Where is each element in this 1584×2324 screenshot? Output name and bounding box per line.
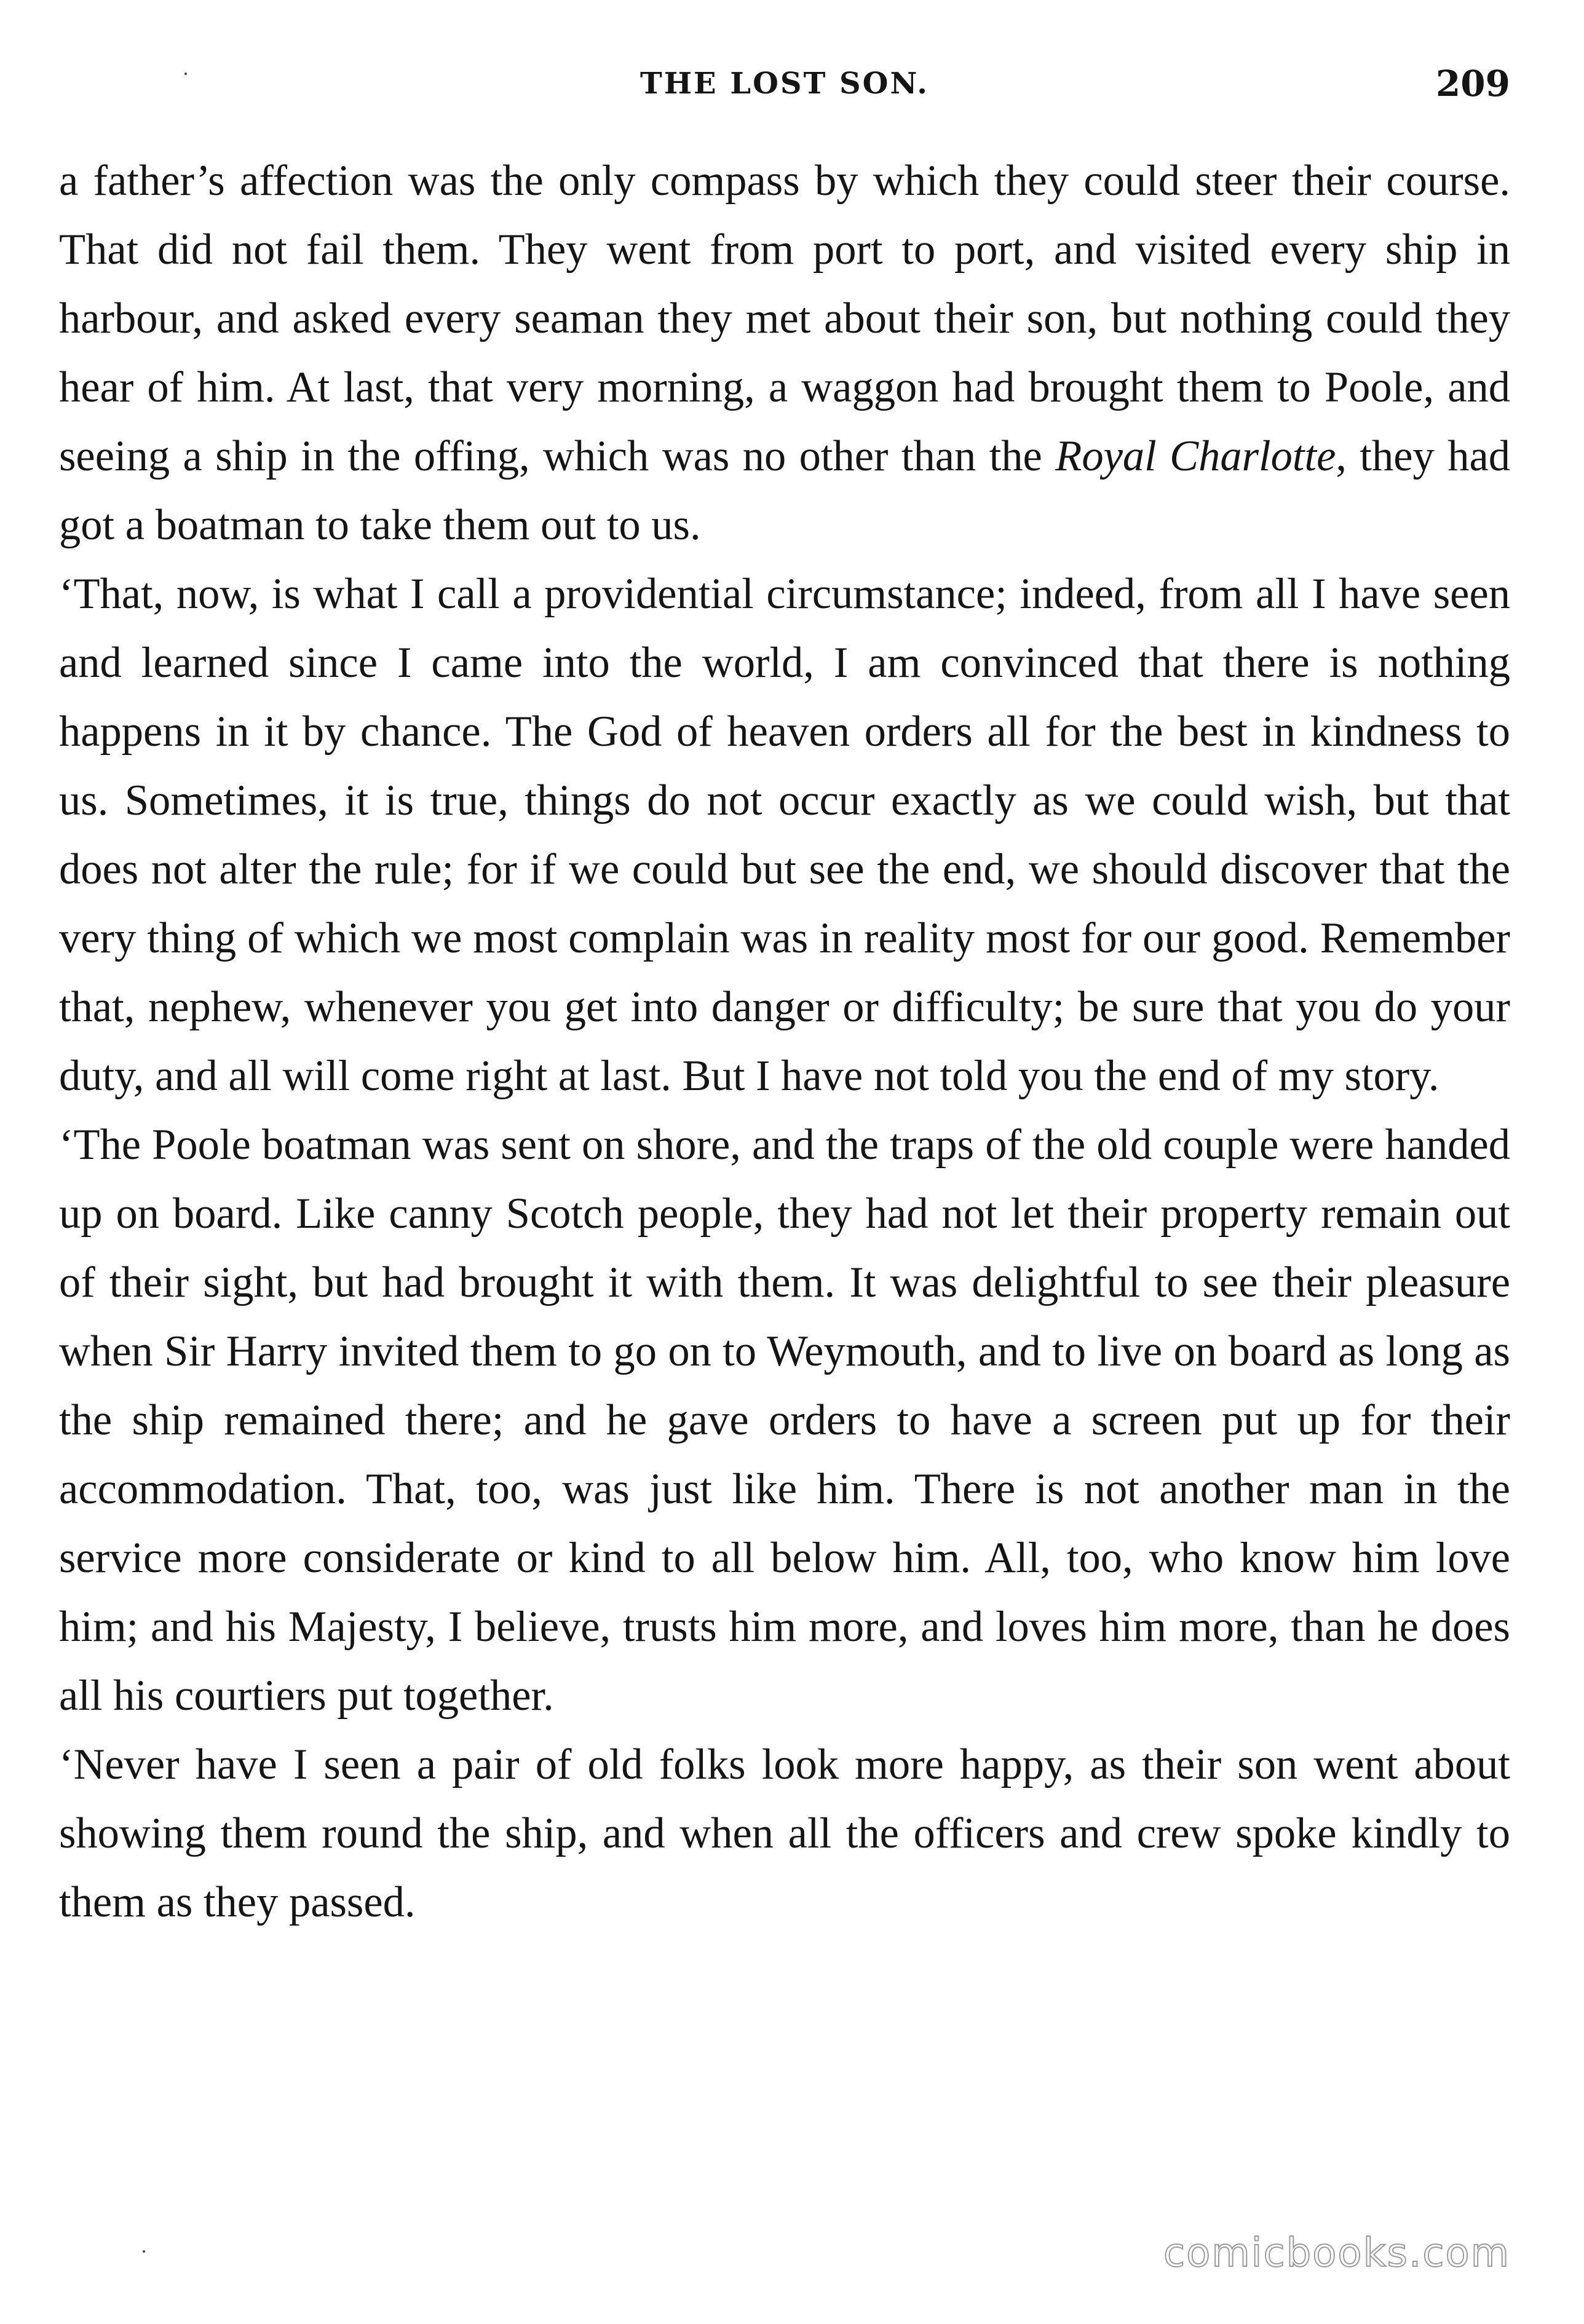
running-title: THE LOST SON. (640, 66, 929, 101)
paragraph (59, 146, 1510, 559)
paragraph-text: a father’s affection was the only compass by which they could steer their course. That did not fail them. They went from port to port, and visited every ship in harbour, and asked every seaman they met about their son, but nothing could they hear of him. At last, that very morning, a waggon had brought them to Poole, and seeing a ship in the offing, which was no other than the (59, 157, 1510, 480)
paragraph (59, 1730, 1510, 1937)
paragraph (59, 559, 1510, 1110)
paragraph-text: ‘That, now, is what I call a providential circumstance; indeed, from all I have seen and learned since I came into the world, I am convinced that there is nothing happens in it by chance. The God of heaven orders all for the best in kindness to us. Sometimes, it is true, things do not occur exactly as we could wish, but that does not alter the rule; for if we could but see the end, we should discover that the very thing of which we most complain was in reality most for our good. Remember that, nephew, whenever you get into danger or difficulty; be sure that you do your duty, and all will come right at last. But I have not told you the end of my story. (59, 570, 1510, 1100)
paragraph-text: ‘The Poole boatman was sent on shore, and the traps of the old couple were handed up on board. Like canny Scotch people, they had not let their property remain out of their sight, but had brought it with them. It was delightful to see their pleasure when Sir Harry invited them to go on to Weymouth, and to live on board as long as the ship remained there; and he gave orders to have a screen put up for their accommodation. That, too, was just like him. There is not another man in the service more considerate or kind to all below him. All, too, who know him love him; and his Majesty, I believe, trusts him more, and loves him more, than he does all his courtiers put together. (59, 1121, 1510, 1720)
print-speck (143, 2250, 145, 2253)
paragraph-text: , they had got a boatman to take them out to us. (59, 432, 1510, 549)
watermark: comicbooks.com (1163, 2231, 1510, 2276)
body-text (59, 146, 1510, 1937)
page-number: 209 (1435, 63, 1510, 105)
paragraph-text: ‘Never have I seen a pair of old folks look more happy, as their son went about showing them round the ship, and when all the officers and crew spoke kindly to them as they passed. (59, 1741, 1510, 1926)
running-head (59, 63, 1510, 116)
italic-text: Royal Charlotte (1055, 432, 1336, 480)
paragraph (59, 1110, 1510, 1730)
